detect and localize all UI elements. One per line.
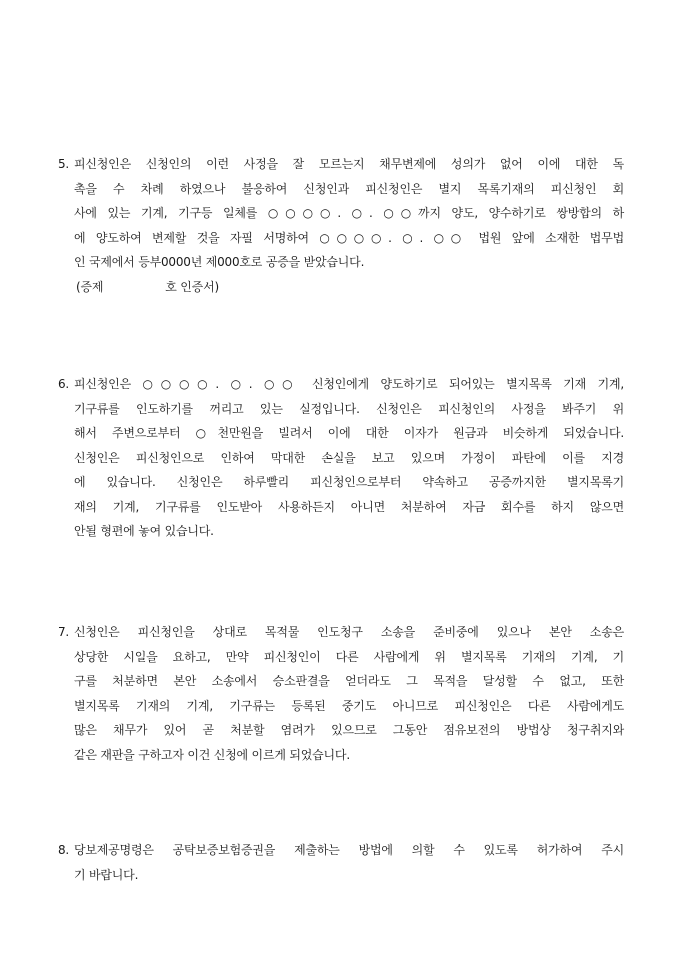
text-line: 에 양도하여 변제할 것을 자필 서명하여 ○○○○. ○. ○○ 법원 앞에 소재한 법무법 (74, 230, 624, 245)
evidence-note-left: (증제 (76, 279, 104, 294)
paragraph-7 (58, 620, 624, 767)
paragraph-5 (58, 152, 624, 299)
text-line: 상당한 시일을 요하고, 만약 피신청인이 다른 사람에게 위 별지목록 기재의 기계, 기 (74, 649, 624, 664)
text-line: 별지목록 기재의 기계, 기구류는 등록된 중기도 아니므로 피신청인은 다른 사람에게도 (74, 698, 624, 713)
text-line: 신청인은 피신청인을 상대로 목적물 인도청구 소송을 준비중에 있으나 본안 소송은 (74, 625, 624, 639)
text-line: 해서 주변으로부터 ○천만원을 빌려서 이에 대한 이자가 원금과 비슷하게 되었습니다. (74, 426, 624, 440)
item-number: 5. (58, 157, 70, 171)
text-line: 당보제공명령은 공탁보증보험증권을 제출하는 방법에 의할 수 있도록 허가하여 주시 (74, 843, 624, 857)
text-line: 사에 있는 기계, 기구등 일체를 ○○○○. ○. ○○까지 양도, 양수하기로 쌍방합의 하 (74, 206, 624, 220)
text-line: 기구류를 인도하기를 꺼리고 있는 실정입니다. 신청인은 피신청인의 사정을 봐주기 위 (74, 401, 624, 416)
text-line: 피신청인은 신청인의 이런 사정을 잘 모르는지 채무변제에 성의가 없어 이에 대한 독 (74, 157, 624, 171)
paragraph-6 (58, 372, 624, 544)
paragraph-8 (58, 838, 624, 887)
text-line: 재의 기계, 기구류를 인도받아 사용하든지 아니면 처분하여 자금 회수를 하지 않으면 (74, 499, 624, 514)
text-line: 많은 채무가 있어 곧 처분할 염려가 있으므로 그동안 점유보전의 방법상 청구취지와 (74, 723, 624, 737)
text-line: 촉을 수 차례 하였으나 불응하여 신청인과 피신청인은 별지 목록기재의 피신청인 회 (74, 181, 624, 196)
text-line: 구를 처분하면 본안 소송에서 승소판결을 얻더라도 그 목적을 달성할 수 없고, 또한 (74, 674, 624, 688)
text-line: 안될 형편에 놓여 있습니다. (74, 524, 214, 538)
text-line: 기 바랍니다. (74, 867, 139, 882)
text-line: 에 있습니다. 신청인은 하루빨리 피신청인으로부터 약속하고 공증까지한 별지목록기 (74, 475, 624, 489)
text-line: 인 국제에서 등부0000년 제000호로 공증을 받았습니다. (74, 255, 365, 269)
item-number: 8. (58, 843, 70, 857)
item-number: 7. (58, 625, 70, 639)
evidence-note (58, 275, 624, 300)
item-number: 6. (58, 377, 70, 391)
text-line: 신청인은 피신청인으로 인하여 막대한 손실을 보고 있으며 가정이 파탄에 이를 지경 (74, 450, 624, 465)
text-line: 같은 재판을 구하고자 이건 신청에 이르게 되었습니다. (74, 747, 350, 762)
evidence-note-right: 호 인증서) (165, 279, 219, 294)
text-line: 피신청인은 ○○○○. ○. ○○ 신청인에게 양도하기로 되어있는 별지목록 기재 기계, (74, 377, 624, 391)
